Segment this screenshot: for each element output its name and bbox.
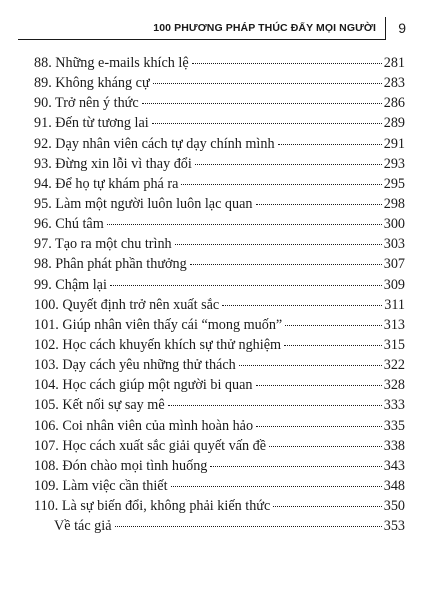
toc-entry-page: 350	[383, 498, 405, 515]
toc-entry-page: 338	[383, 437, 405, 454]
toc-entry-page: 283	[383, 75, 405, 92]
toc-entry-title: 99. Chậm lại	[34, 276, 107, 293]
toc-entry-page: 313	[383, 316, 405, 333]
toc-entry	[34, 113, 405, 133]
toc-entry-title: 91. Đến từ tương lai	[34, 115, 149, 132]
toc-entry-title: 100. Quyết định trở nên xuất sắc	[34, 296, 220, 313]
dot-leader	[195, 164, 382, 165]
toc-entry	[34, 154, 405, 174]
toc-entry-title: 96. Chú tâm	[34, 216, 104, 233]
dot-leader	[285, 325, 381, 326]
toc-entry-page: 303	[383, 236, 405, 253]
dot-leader	[190, 264, 382, 265]
dot-leader	[181, 184, 381, 185]
dot-leader	[142, 103, 382, 104]
dot-leader	[222, 305, 382, 306]
toc-entry	[34, 73, 405, 93]
toc-entry	[34, 134, 405, 154]
toc-entry	[34, 436, 405, 456]
toc-entry-title: 95. Làm một người luôn luôn lạc quan	[34, 195, 253, 212]
toc-entry	[34, 335, 405, 355]
toc-entry-page: 291	[383, 135, 405, 152]
toc-entry-page: 343	[383, 457, 405, 474]
toc-entry	[34, 375, 405, 395]
toc-entry	[34, 53, 405, 73]
toc-entry-page: 286	[383, 95, 405, 112]
toc-entry-title: 104. Học cách giúp một người bi quan	[34, 377, 253, 394]
toc-entry-page: 353	[383, 518, 405, 535]
toc-entry-title: 93. Đừng xin lỗi vì thay đổi	[34, 155, 192, 172]
dot-leader	[256, 385, 382, 386]
toc-entry	[34, 234, 405, 254]
toc-entry-title: 106. Coi nhân viên của mình hoàn hảo	[34, 417, 254, 434]
toc-entry	[34, 93, 405, 113]
page-number: 9	[398, 20, 406, 36]
dot-leader	[273, 506, 381, 507]
toc-entry-page: 328	[383, 377, 405, 394]
toc-entry-title: 88. Những e-mails khích lệ	[34, 55, 189, 71]
dot-leader	[269, 446, 382, 447]
toc-entry-page: 333	[383, 397, 405, 414]
toc-entry	[34, 254, 405, 274]
toc-entry	[34, 516, 405, 536]
dot-leader	[278, 144, 382, 145]
toc-entry-page: 289	[383, 115, 405, 132]
toc-entry-title: 92. Dạy nhân viên cách tự dạy chính mình	[34, 135, 275, 152]
running-header	[0, 0, 434, 40]
toc-entry-title: 103. Dạy cách yêu những thử thách	[34, 357, 236, 374]
dot-leader	[152, 123, 382, 124]
running-header-title: 100 PHƯƠNG PHÁP THÚC ĐẨY MỌI NGƯỜI	[153, 22, 376, 34]
toc-entry-page: 295	[383, 175, 405, 192]
dot-leader	[210, 466, 381, 467]
dot-leader	[192, 63, 382, 64]
dot-leader	[115, 526, 382, 527]
dot-leader	[175, 244, 382, 245]
header-rule	[18, 39, 386, 40]
toc-entry	[34, 174, 405, 194]
toc-entry-page: 293	[383, 155, 405, 172]
toc-entry-title: 109. Làm việc cần thiết	[34, 477, 168, 494]
toc-entry	[34, 395, 405, 415]
table-of-contents	[34, 53, 405, 536]
toc-entry	[34, 476, 405, 496]
dot-leader	[107, 224, 382, 225]
toc-entry-title: 108. Đón chào mọi tình huống	[34, 457, 208, 474]
toc-entry	[34, 456, 405, 476]
toc-entry-page: 335	[383, 417, 405, 434]
toc-entry-page: 300	[383, 216, 405, 233]
toc-entry-page: 315	[383, 336, 405, 353]
toc-entry	[34, 295, 405, 315]
toc-entry	[34, 214, 405, 234]
toc-entry-title: 98. Phân phát phần thưởng	[34, 256, 187, 273]
toc-entry	[34, 496, 405, 516]
toc-entry-page: 298	[383, 195, 405, 212]
dot-leader	[284, 345, 382, 346]
toc-entry-title: 90. Trở nên ý thức	[34, 95, 139, 112]
dot-leader	[171, 486, 382, 487]
toc-entry-title: 89. Không kháng cự	[34, 75, 150, 92]
toc-entry-title: 97. Tạo ra một chu trình	[34, 236, 172, 253]
dot-leader	[168, 405, 382, 406]
toc-entry-page: 309	[383, 276, 405, 293]
toc-entry	[34, 355, 405, 375]
toc-entry-title: 107. Học cách xuất sắc giải quyết vấn đề	[34, 437, 267, 454]
toc-entry	[34, 194, 405, 214]
toc-entry-title: 105. Kết nối sự say mê	[34, 397, 165, 414]
dot-leader	[110, 285, 382, 286]
toc-entry-page: 307	[383, 256, 405, 273]
toc-entry-page: 281	[383, 55, 405, 71]
toc-entry-page: 311	[384, 296, 405, 313]
toc-entry-title: 102. Học cách khuyến khích sự thử nghiệm	[34, 336, 282, 353]
toc-entry-page: 322	[383, 357, 405, 374]
header-separator	[385, 17, 387, 39]
toc-entry-title: 94. Để họ tự khám phá ra	[34, 175, 179, 192]
toc-entry-title: Về tác giả	[54, 518, 112, 535]
toc-entry-title: 101. Giúp nhân viên thấy cái “mong muốn”	[34, 316, 283, 333]
dot-leader	[239, 365, 382, 366]
dot-leader	[256, 426, 382, 427]
toc-entry	[34, 275, 405, 295]
toc-entry-title: 110. Là sự biến đổi, không phải kiến thức	[34, 498, 271, 515]
toc-entry	[34, 416, 405, 436]
dot-leader	[153, 83, 382, 84]
toc-entry	[34, 315, 405, 335]
dot-leader	[256, 204, 382, 205]
toc-entry-page: 348	[383, 477, 405, 494]
